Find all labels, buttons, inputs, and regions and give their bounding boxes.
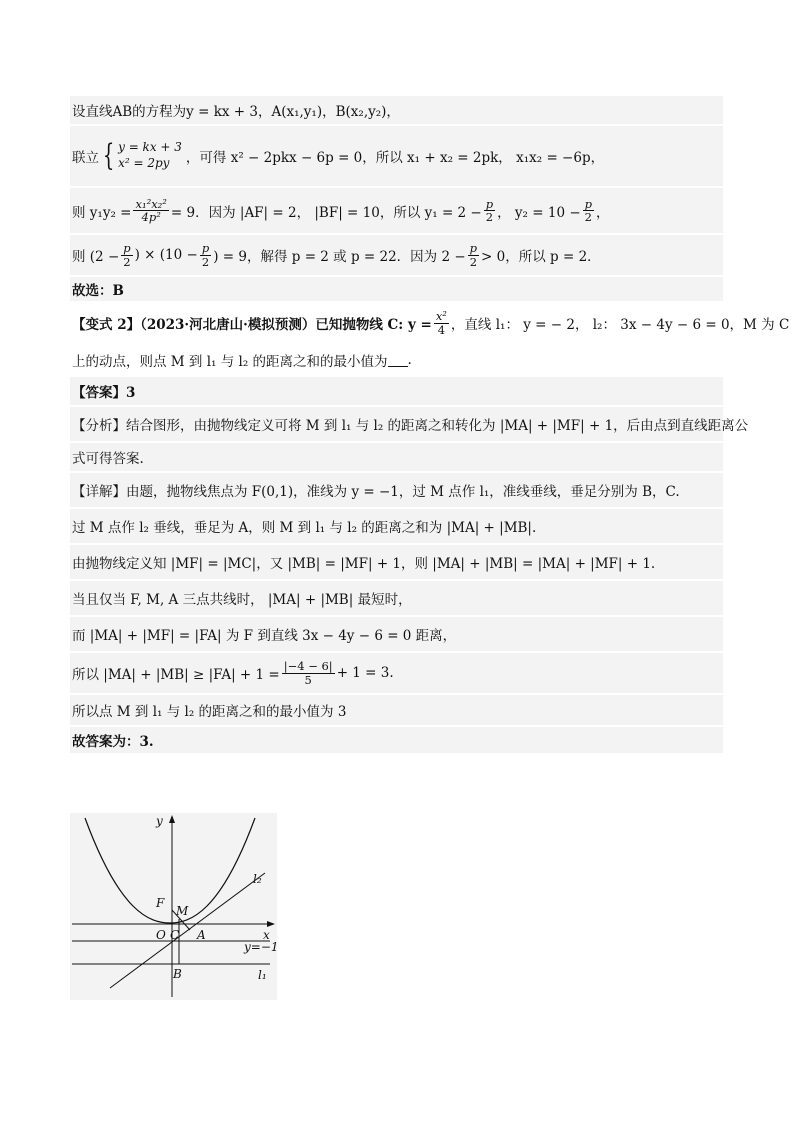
fraction-distance: $\frac{|-4 - 6|}{5}$ (283, 659, 333, 687)
detail-text-1: 【详解】由题，抛物线焦点为 F(0,1)，准线为 y = −1，过 M 点作 l₁，准线垂线，垂足分别为 B，C. (72, 484, 680, 500)
label-F: F (156, 896, 165, 910)
line-l2 (110, 873, 265, 988)
system-equation-2: x² = 2py (118, 156, 170, 170)
line-3 (70, 188, 723, 233)
detail-text-6-pre: 所以 |MA| + |MB| ≥ |FA| + 1 = (72, 667, 280, 683)
label-x: x (263, 928, 270, 942)
text-line-4-mid2: ) = 9，解得 p = 2 或 p = 22．因为 2 − (213, 249, 466, 265)
line-12 (70, 509, 723, 543)
analysis-text-cont: 式可得答案. (72, 451, 144, 467)
label-C: C (170, 928, 180, 942)
text-line-3-pre: 则 y₁y₂ = (72, 204, 132, 221)
answer-heading: 【答案】3 (72, 385, 136, 401)
line-18 (70, 727, 723, 753)
line-16 (70, 653, 723, 693)
analysis-text: 【分析】结合图形，由抛物线定义可将 M 到 l₁ 与 l₂ 的距离之和转化为 |MA| + |MF| + 1，后由点到直线距离公 (72, 418, 749, 434)
label-y: y (156, 814, 163, 828)
fraction-p-half-4: $\frac{p}{2}$ (201, 241, 210, 269)
fraction-p-half-1: $\frac{p}{2}$ (485, 196, 494, 224)
line-2 (70, 126, 723, 186)
text-line-6-post: ，直线 l₁： y = − 2， l₂： 3x − 4y − 6 = 0，M 为 C (450, 317, 790, 333)
line-13 (70, 545, 723, 579)
line-1 (70, 96, 723, 124)
text-line-7: 上的动点，则点 M 到 l₁ 与 l₂ 的距离之和的最小值为 (72, 354, 388, 370)
fraction-p-half-3: $\frac{p}{2}$ (123, 241, 131, 269)
final-answer: 故答案为：3. (72, 734, 154, 750)
answer-choice: 故选：B (72, 283, 124, 299)
label-O: O (156, 928, 166, 942)
detail-text-4: 当且仅当 F, M, A 三点共线时， |MA| + |MB| 最短时， (72, 592, 412, 608)
line-17 (70, 695, 723, 725)
system-equation-1: y = kx + 3 (118, 140, 182, 155)
text-line-3-end: ， (596, 204, 610, 221)
label-l2: l₂ (253, 872, 262, 886)
fraction-x2-4: $\frac{\text{x²}}{4}$ (435, 309, 447, 337)
detail-text-3: 由抛物线定义知 |MF| = |MC|，又 |MB| = |MF| + 1，则 |MA| + |MB| = |MA| + |MF| + 1. (72, 556, 656, 572)
label-l1: l₁ (258, 968, 267, 982)
line-9 (70, 407, 749, 441)
text-line-4-end: > 0，所以 p = 2． (481, 249, 601, 265)
text-line-4-pre: 则 (2 − (72, 249, 120, 265)
parabola-figure (70, 813, 277, 1000)
line-7 (70, 345, 723, 375)
text-line-3-mid2: ， y₂ = 10 − (497, 204, 581, 221)
line-10 (70, 443, 723, 471)
detail-text-2: 过 M 点作 l₂ 垂线，垂足为 A，则 M 到 l₁ 与 l₂ 的距离之和为 |MA| + |MB|. (72, 520, 537, 536)
line-11 (70, 473, 723, 507)
label-M: M (176, 904, 189, 918)
figure-svg (70, 813, 277, 1000)
detail-text-5: 而 |MA| + |MF| = |FA| 为 F 到直线 3x − 4y − 6 = 0 距离， (72, 628, 457, 644)
text-line-3-mid: = 9．因为 |AF| = 2， |BF| = 10，所以 y₁ = 2 − (170, 204, 482, 221)
text-line-1: 设直线AB的方程为y = kx + 3，A(x₁,y₁)，B(x₂,y₂)， (72, 104, 400, 120)
text-line-2-pre: 联立 (72, 150, 99, 166)
label-B: B (173, 967, 182, 981)
line-6 (70, 303, 790, 343)
answer-blank (388, 354, 408, 367)
text-line-2-post: ，可得 x² − 2pkx − 6p = 0，所以 x₁ + x₂ = 2pk， x₁x₂ = −6p， (185, 150, 605, 166)
equation-system: { y = kx + 3 x² = 2py (102, 138, 182, 173)
conclusion-text: 所以点 M 到 l₁ 与 l₂ 的距离之和的最小值为 3 (72, 704, 347, 720)
text-line-7-end: . (407, 352, 412, 368)
y-axis-arrow (169, 815, 175, 823)
fraction-p-half-2: $\frac{p}{2}$ (584, 196, 593, 224)
line-15 (70, 617, 723, 651)
fraction-p-half-5: $\frac{p}{2}$ (469, 241, 478, 269)
fraction-y1y2: $\frac{\text{x₁²x₂²}}{\text{4p²}}$ (135, 196, 167, 224)
label-A: A (197, 928, 206, 942)
line-5 (70, 277, 723, 301)
line-8 (70, 377, 723, 405)
line-4 (70, 235, 723, 275)
document-body (70, 96, 790, 755)
parabola-curve (85, 818, 255, 923)
x-axis-arrow (267, 921, 275, 927)
text-line-4-mid: ) × (10 − (134, 247, 198, 263)
variant-title: 【变式 2】（2023·河北唐山·模拟预测）已知抛物线 C: y = (72, 317, 432, 333)
line-14 (70, 581, 723, 615)
detail-text-6-post: + 1 = 3. (336, 665, 394, 681)
label-directrix: y=−1 (244, 940, 277, 954)
